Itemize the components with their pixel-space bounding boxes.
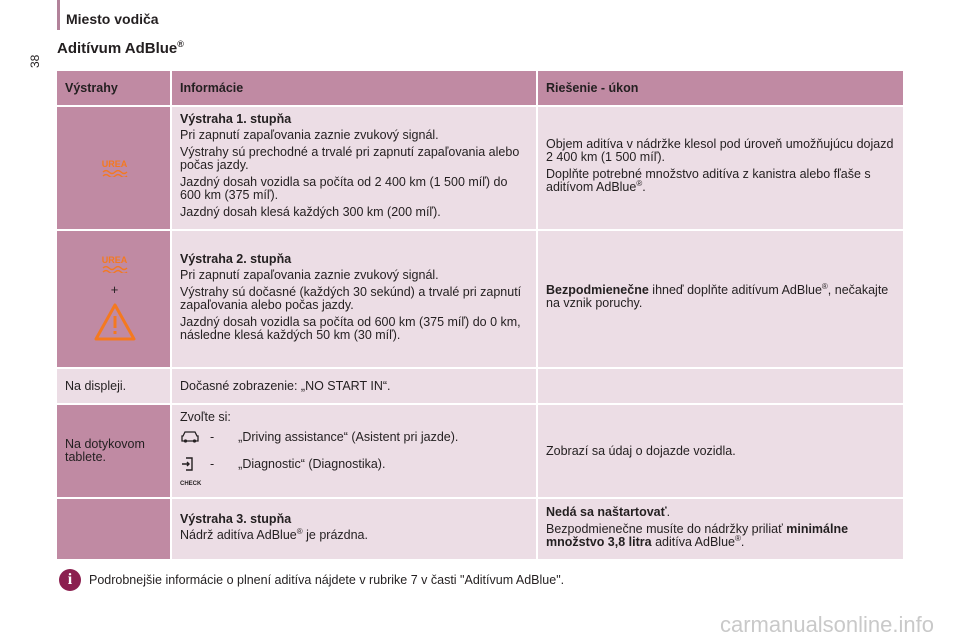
car-icon: [180, 430, 200, 444]
info-note: [59, 569, 564, 591]
solution-text-part: ihneď doplňte aditívum AdBlue: [648, 283, 822, 297]
info-text-part: Nádrž aditíva AdBlue: [180, 527, 297, 542]
table-header-row: [57, 71, 903, 105]
solution-text: [546, 168, 897, 194]
info-line: Jazdný dosah vozidla sa počíta od 600 km (375 míľ) do 0 km, následne klesá každých 50 km (30 míľ).: [180, 314, 521, 342]
option-label: „Driving assistance“ (Asistent pri jazde).: [238, 429, 459, 444]
table-row: [57, 405, 903, 497]
solution-cell: [536, 107, 903, 229]
table-row: [57, 499, 903, 559]
solution-text: [546, 523, 897, 549]
header-warnings: Výstrahy: [57, 71, 170, 105]
choose-label: Zvoľte si:: [180, 410, 231, 424]
solution-cell: [536, 369, 903, 403]
warning-level-2: Výstraha 2. stupňa: [180, 251, 292, 266]
solution-text-part: aditíva AdBlue: [651, 534, 735, 549]
warning-icon-cell: [57, 107, 170, 229]
info-cell: [170, 405, 536, 497]
option-driving-assistance: [180, 430, 530, 444]
info-line: Jazdný dosah vozidla sa počíta od 2 400 km (1 500 míľ) do 600 km (375 míľ).: [180, 175, 508, 202]
display-label-cell: Na displeji.: [57, 369, 170, 403]
solution-text: [546, 281, 897, 310]
solution-bold: minimálne množstvo 3,8 litra: [546, 521, 849, 549]
solution-text: [546, 506, 897, 519]
header-information: Informácie: [170, 71, 536, 105]
table-row: [57, 231, 903, 367]
info-line: Výstrahy sú dočasné (každých 30 sekúnd) a trvalé pri zapnutí zapaľovania alebo počas jazdy.: [180, 284, 522, 312]
page-title-sup: ®: [177, 39, 184, 49]
info-line: Pri zapnutí zapaľovania zaznie zvukový signál.: [180, 267, 439, 282]
registered-mark: ®: [636, 178, 643, 188]
option-dash: -: [210, 429, 215, 444]
plus-sign: +: [110, 282, 119, 297]
adblue-urea-icon: UREA: [102, 256, 128, 273]
info-line: Jazdný dosah klesá každých 300 km (200 míľ).: [180, 205, 441, 219]
info-cell: [170, 107, 536, 229]
solution-cell: [536, 231, 903, 367]
warning-icon-cell: [57, 499, 170, 559]
adblue-warning-table: [57, 69, 903, 561]
page-title: [57, 40, 184, 57]
option-diagnostic: [180, 456, 530, 472]
registered-mark: ®: [296, 526, 303, 536]
info-line: Pri zapnutí zapaľovania zaznie zvukový signál.: [180, 128, 439, 142]
page-title-text: Aditívum AdBlue: [57, 40, 178, 57]
table-row: [57, 107, 903, 229]
watermark: carmanualsonline.info: [719, 612, 934, 637]
solution-text: Objem aditíva v nádržke klesol pod úroveň umožňujúcu dojazd 2 400 km (1 500 míľ).: [546, 137, 894, 164]
warning-triangle-icon: [93, 302, 137, 342]
info-icon: i: [59, 569, 81, 591]
info-line: [180, 526, 530, 542]
page-number: 38: [28, 54, 42, 68]
note-text: Podrobnejšie informácie o plnení aditíva nájdete v rubrike 7 v časti "Aditívum AdBlue".: [89, 573, 565, 587]
adblue-urea-icon: UREA: [102, 160, 128, 177]
solution-text-end: .: [666, 504, 671, 519]
solution-cell: Zobrazí sa údaj o dojazde vozidla.: [536, 405, 903, 497]
check-label: CHECK: [180, 481, 202, 487]
warning-icon-cell: [57, 231, 170, 367]
solution-text-part: Doplňte potrebné množstvo aditíva z kanistra alebo fľaše s aditívom AdBlue: [546, 167, 871, 194]
registered-mark: ®: [821, 281, 828, 291]
solution-bold: Nedá sa naštartovať: [546, 504, 667, 519]
solution-text-part: Bezpodmienečne musíte do nádržky priliať: [546, 521, 787, 536]
table-row: [57, 369, 903, 403]
info-cell: [170, 231, 536, 367]
warning-level-1: Výstraha 1. stupňa: [180, 112, 292, 126]
solution-cell: [536, 499, 903, 559]
option-dash: -: [210, 456, 215, 471]
info-cell: [170, 499, 536, 559]
section-title: Miesto vodiča: [66, 11, 159, 27]
warning-level-3: Výstraha 3. stupňa: [180, 511, 292, 526]
diagnostic-icon: [180, 456, 200, 472]
tablet-label-cell: Na dotykovom tablete.: [57, 405, 170, 497]
solution-bold: Bezpodmienečne: [546, 283, 649, 297]
info-cell: Dočasné zobrazenie: „NO START IN“.: [170, 369, 536, 403]
section-accent-line: [57, 0, 60, 30]
solution-text-end: .: [642, 180, 646, 194]
info-line: Výstrahy sú prechodné a trvalé pri zapnutí zapaľovania alebo počas jazdy.: [180, 145, 520, 172]
option-label: „Diagnostic“ (Diagnostika).: [238, 456, 386, 471]
header-solution: Riešenie - úkon: [536, 71, 903, 105]
registered-mark: ®: [735, 533, 741, 543]
solution-text-end: .: [740, 534, 745, 549]
info-text-end: je prázdna.: [302, 527, 368, 542]
solution-text-end: , nečakajte na vznik poruchy.: [546, 283, 889, 310]
